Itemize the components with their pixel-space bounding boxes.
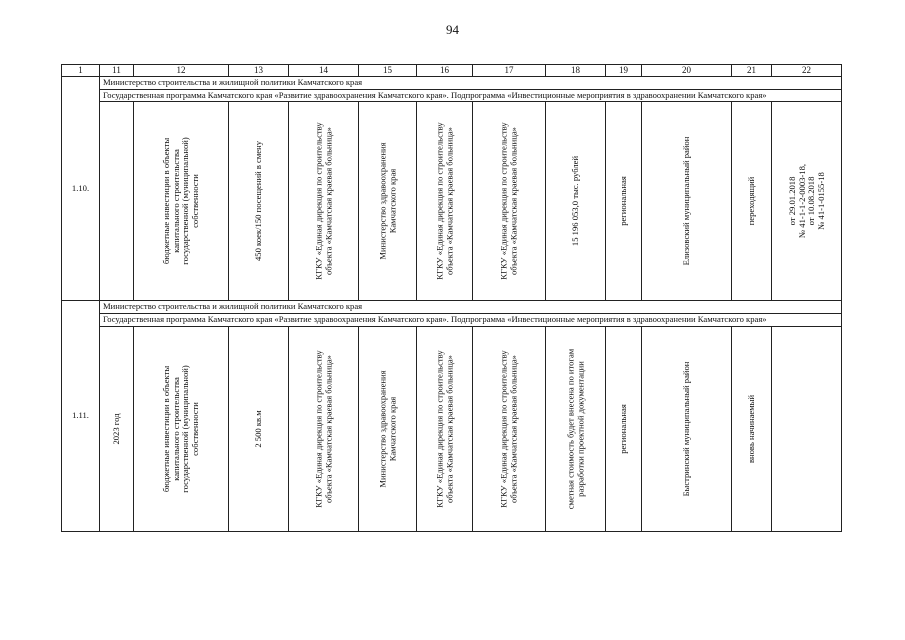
column-header-14: 14 — [289, 65, 359, 77]
cell-line: от 10.08.2018 — [805, 176, 816, 226]
column-header-15: 15 — [359, 65, 417, 77]
column-header-20: 20 — [642, 65, 732, 77]
cell-line: КГКУ «Единая дирекция по строительству — [433, 349, 444, 508]
cell-line: Быстринский муниципальный район — [680, 361, 691, 496]
cell-line: капитального строительства — [170, 149, 181, 254]
cell-line: переходящий — [745, 176, 756, 226]
cell-c19 — [606, 102, 642, 301]
cell-line: Камчатского края — [386, 396, 397, 461]
cell-line: сметная стоимость будет внесена по итогам — [564, 348, 575, 509]
cell-line: региональная — [617, 403, 628, 454]
cell-c20 — [642, 102, 732, 301]
cell-line: 2 500 кв.м — [252, 409, 263, 448]
cell-c22 — [772, 102, 842, 301]
cell-line: № 41-1-1-2-0003-18, — [795, 164, 806, 239]
program-row — [62, 313, 842, 326]
cell-line: Министерство здравоохранения — [376, 369, 387, 488]
cell-line: объекта «Камчатская краевая больница» — [322, 127, 333, 276]
cell-line: бюджетные инвестиции в объекты — [160, 138, 171, 265]
cell-line: собственности — [189, 174, 200, 229]
row-number: 1.11. — [62, 301, 100, 531]
cell-c21 — [732, 102, 772, 301]
cell-line: КГКУ «Единая дирекция по строительству — [498, 349, 509, 508]
cell-c20 — [642, 326, 732, 531]
details-row — [62, 102, 842, 301]
cell-c19 — [606, 326, 642, 531]
cell-c15 — [359, 326, 417, 531]
cell-line: бюджетные инвестиции в объекты — [160, 365, 171, 492]
cell-line: региональная — [617, 176, 628, 227]
cell-line: № 41-1-0155-18 — [815, 172, 826, 231]
ministry-name: Министерство строительства и жилищной политики Камчатского края — [100, 77, 842, 90]
ministry-name: Министерство строительства и жилищной политики Камчатского края — [100, 301, 842, 314]
cell-line: объекта «Камчатская краевая больница» — [443, 127, 454, 276]
cell-c15 — [359, 102, 417, 301]
column-header-12: 12 — [134, 65, 229, 77]
cell-line: вновь начинаемый — [745, 394, 756, 463]
cell-c11 — [100, 326, 134, 531]
cell-c16 — [417, 326, 473, 531]
column-header-16: 16 — [417, 65, 473, 77]
cell-line: объекта «Камчатская краевая больница» — [508, 127, 518, 276]
cell-line: от 29.01.2018 — [786, 176, 797, 226]
cell-line: государственной (муниципальной) — [180, 364, 190, 493]
cell-line: 2023 год — [110, 412, 121, 445]
cell-c13 — [229, 326, 289, 531]
column-header-22: 22 — [772, 65, 842, 77]
table-body — [62, 65, 842, 532]
cell-c14 — [289, 326, 359, 531]
cell-c21 — [732, 326, 772, 531]
cell-line: Министерство здравоохранения — [376, 142, 387, 260]
column-header-21: 21 — [732, 65, 772, 77]
cell-c12 — [134, 102, 229, 301]
cell-line: КГКУ «Единая дирекция по строительству — [312, 349, 323, 508]
cell-line: объекта «Камчатская краевая больница» — [322, 354, 333, 503]
cell-c22 — [772, 326, 842, 531]
cell-line: объекта «Камчатская краевая больница» — [508, 354, 518, 503]
cell-line: объекта «Камчатская краевая больница» — [443, 354, 454, 503]
cell-c12 — [134, 326, 229, 531]
cell-line: капитального строительства — [170, 376, 181, 481]
cell-line: КГКУ «Единая дирекция по строительству — [433, 122, 444, 280]
column-header-17: 17 — [473, 65, 546, 77]
cell-line: КГКУ «Единая дирекция по строительству — [498, 122, 509, 280]
column-header-13: 13 — [229, 65, 289, 77]
cell-line: разработки проектной документации — [574, 360, 585, 497]
cell-line: 450 коек/150 посещений в смену — [252, 141, 263, 262]
column-header-18: 18 — [546, 65, 606, 77]
cell-c14 — [289, 102, 359, 301]
cell-c16 — [417, 102, 473, 301]
column-number-row — [62, 65, 842, 77]
cell-c18 — [546, 326, 606, 531]
row-number: 1.10. — [62, 77, 100, 301]
cell-line: 15 196 053,0 тыс. рублей — [569, 156, 580, 247]
column-header-11: 11 — [100, 65, 134, 77]
cell-c13 — [229, 102, 289, 301]
column-header-1: 1 — [62, 65, 100, 77]
cell-c18 — [546, 102, 606, 301]
page-number: 94 — [446, 22, 459, 37]
ministry-row — [62, 301, 842, 314]
cell-line: Камчатского края — [386, 169, 397, 234]
cell-line: Елизовский муниципальный район — [680, 136, 691, 266]
cell-c17 — [473, 102, 546, 301]
ministry-row — [62, 77, 842, 90]
cell-line: государственной (муниципальной) — [180, 137, 190, 265]
details-row — [62, 326, 842, 531]
investment-table — [61, 64, 842, 532]
program-row — [62, 89, 842, 102]
cell-line: собственности — [189, 401, 200, 456]
cell-c11 — [100, 102, 134, 301]
program-name: Государственная программа Камчатского края «Развитие здравоохранения Камчатского края». Подпрограмма «Инвестиционные мероприятия в здравоохранении Камчатского края» — [100, 89, 842, 102]
column-header-19: 19 — [606, 65, 642, 77]
cell-c17 — [473, 326, 546, 531]
cell-line: КГКУ «Единая дирекция по строительству — [312, 122, 323, 280]
program-name: Государственная программа Камчатского края «Развитие здравоохранения Камчатского края». Подпрограмма «Инвестиционные мероприятия в здравоохранении Камчатского края» — [100, 313, 842, 326]
